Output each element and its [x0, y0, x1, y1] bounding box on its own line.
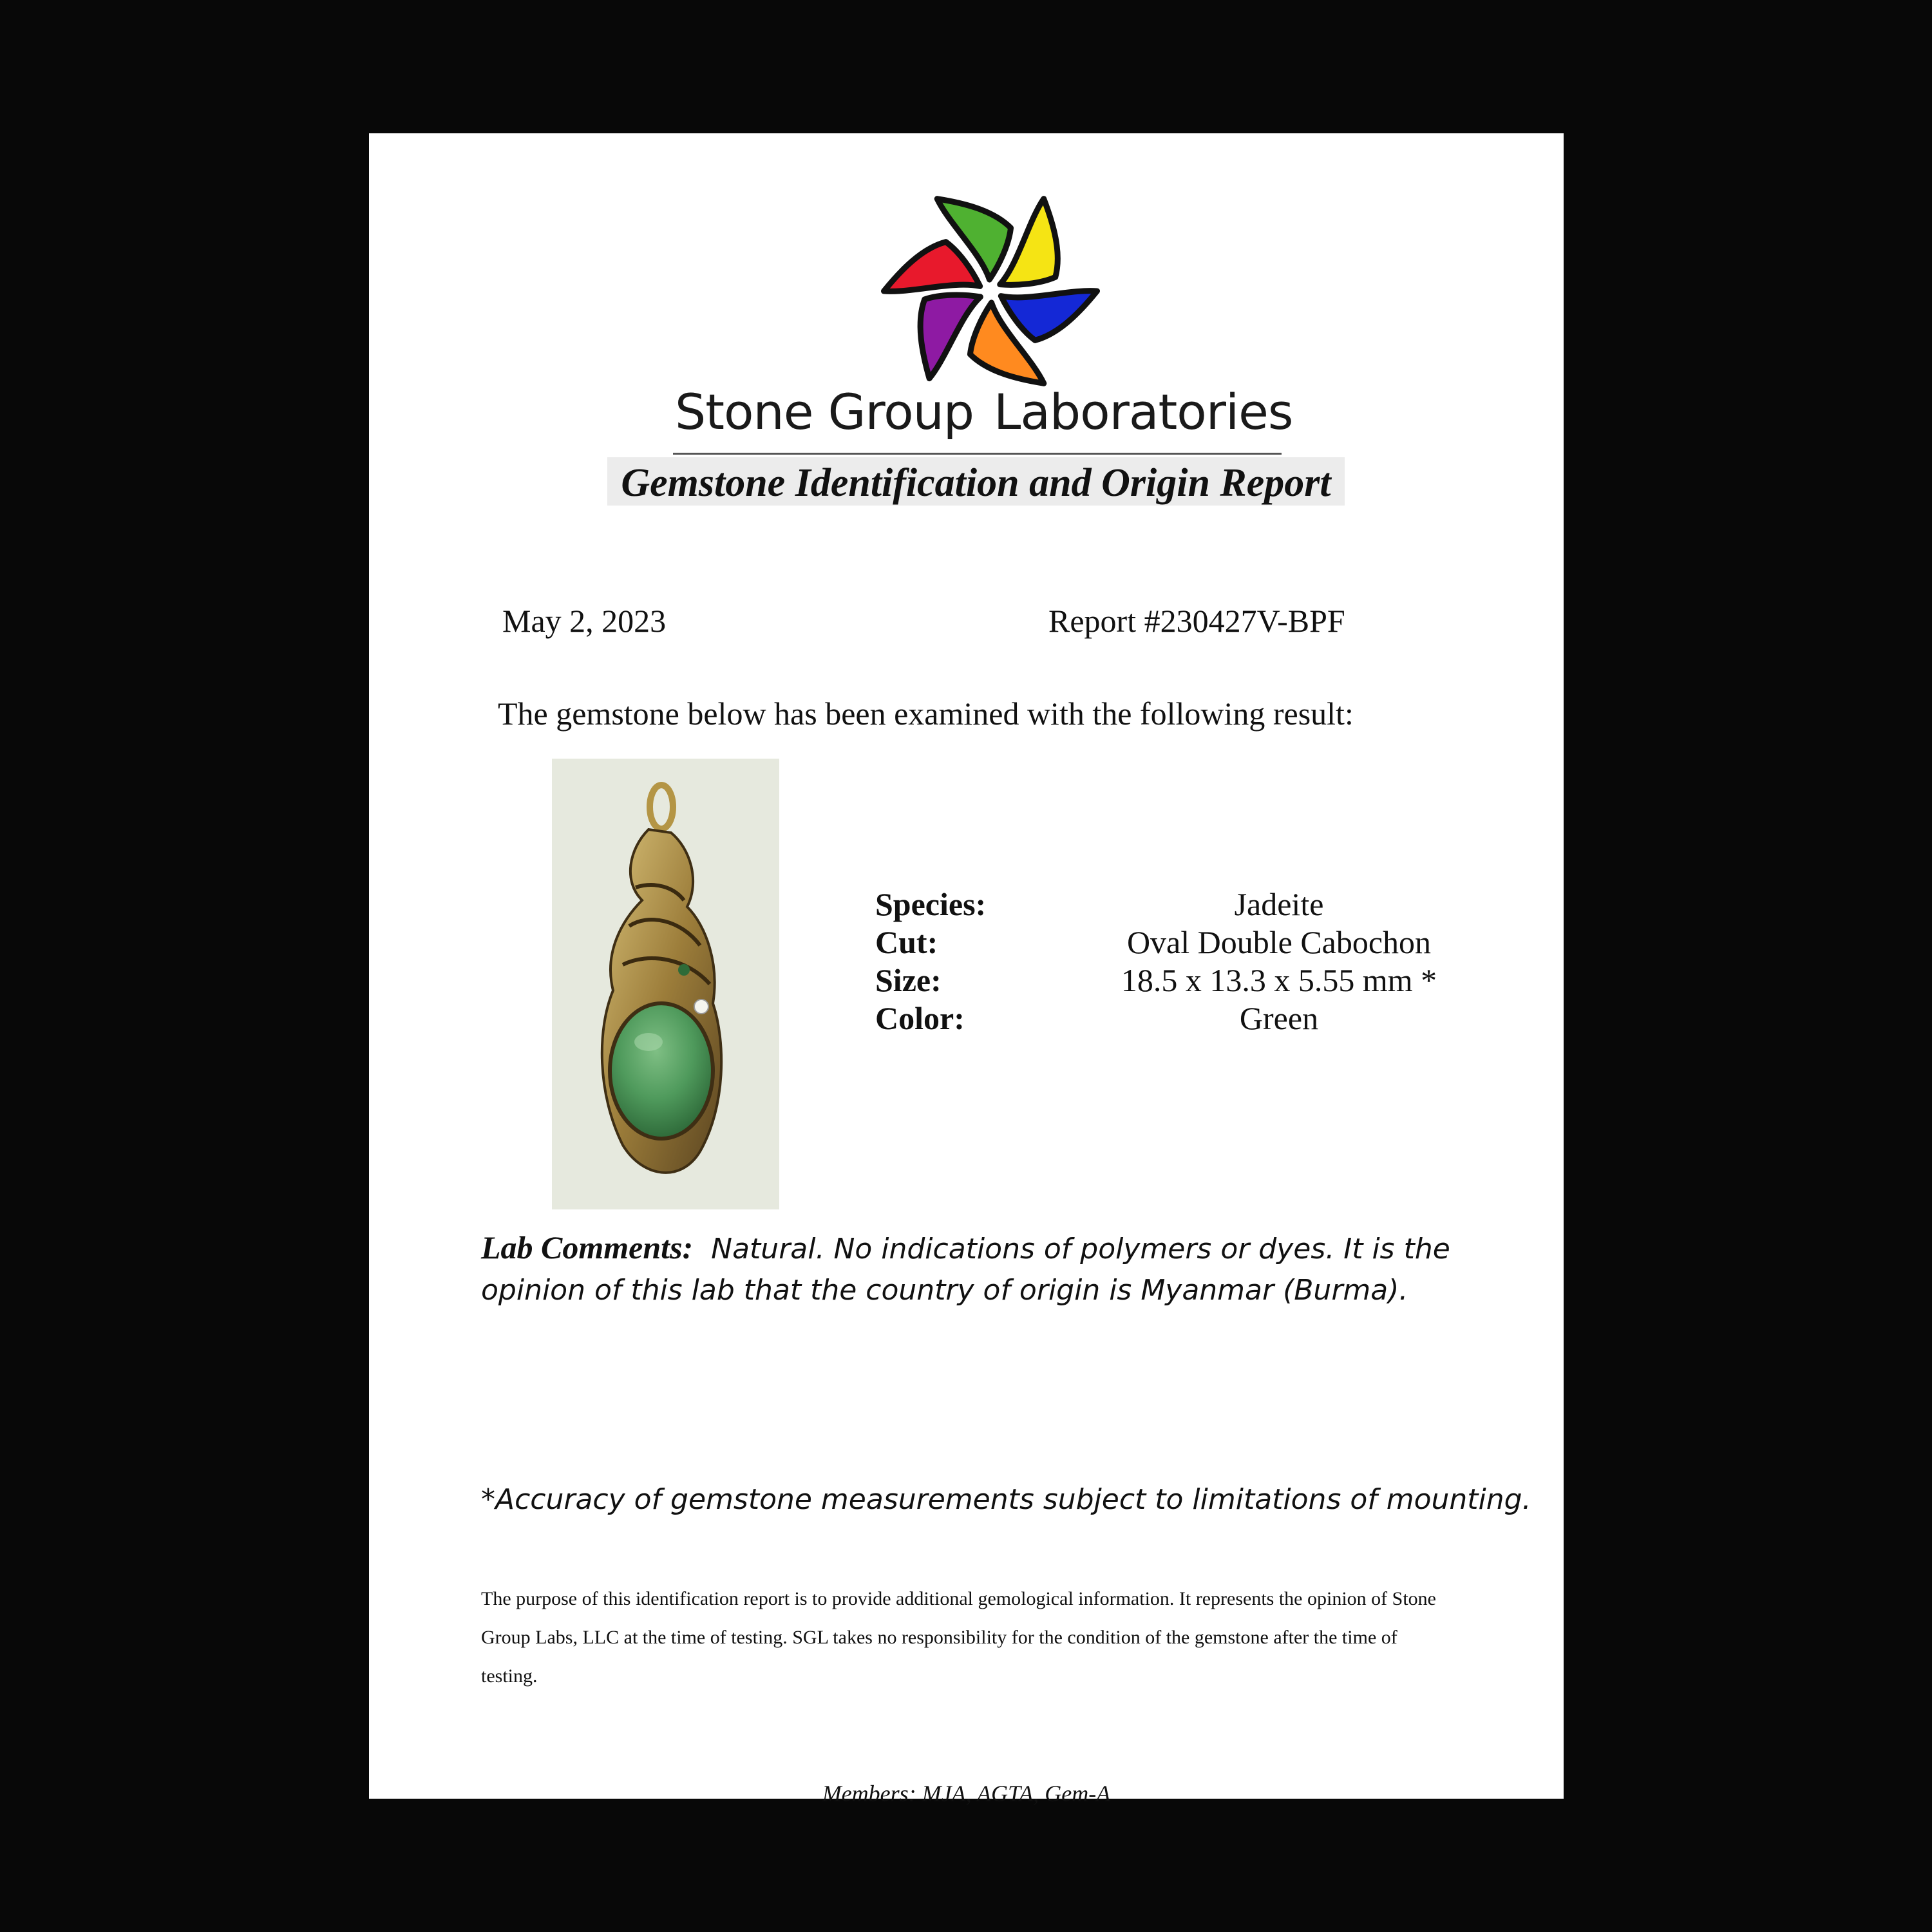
spec-label: Color:: [875, 1000, 965, 1036]
pinwheel-logo-icon: [865, 185, 1116, 397]
report-page: [369, 133, 1564, 1806]
report-number: Report #230427V-BPF: [1048, 603, 1345, 639]
disclaimer: The purpose of this identification report is to provide additional gemological information. It represents the opinion of Stone Group Labs, LLC at the time of testing. SGL takes no responsibility for the condition of the gemstone after the time of testing.: [481, 1588, 1436, 1687]
lab-comments: [481, 1227, 1524, 1311]
spec-row: [875, 999, 1481, 1037]
members-line: Members: MJA, AGTA, Gem-A: [822, 1781, 1111, 1806]
spec-row: [875, 886, 1481, 923]
spec-row: [875, 923, 1481, 961]
spec-label: Cut:: [875, 924, 938, 960]
spec-value: Green: [1239, 1000, 1319, 1036]
logo-petals: [884, 193, 1097, 390]
spec-value: Jadeite: [1234, 886, 1324, 922]
lab-comments-label: Lab Comments:: [481, 1229, 694, 1265]
spec-label: Size:: [875, 962, 942, 998]
spec-value: 18.5 x 13.3 x 5.55 mm *: [1121, 962, 1437, 998]
spec-table: [875, 886, 1481, 1037]
spec-value: Oval Double Cabochon: [1126, 924, 1432, 960]
logo-text-right: Laboratories: [994, 383, 1293, 440]
logo-divider: [673, 453, 1282, 455]
lab-comments-text: Natural. No indications of polymers or dyes. It is the opinion of this lab that the country of origin is Myanmar (Burma).: [481, 1233, 1450, 1307]
gemstone-photo: [552, 759, 779, 1209]
intro-text: The gemstone below has been examined with the following result:: [498, 696, 1354, 732]
report-title: Gemstone Identification and Origin Report: [621, 461, 1331, 505]
logo-text-left: Stone Group: [675, 383, 974, 440]
accuracy-note: *Accuracy of gemstone measurements subject to limitations of mounting.: [481, 1483, 1531, 1516]
report-date: May 2, 2023: [502, 603, 667, 639]
spec-label: Species:: [875, 886, 987, 922]
spec-row: [875, 961, 1481, 999]
